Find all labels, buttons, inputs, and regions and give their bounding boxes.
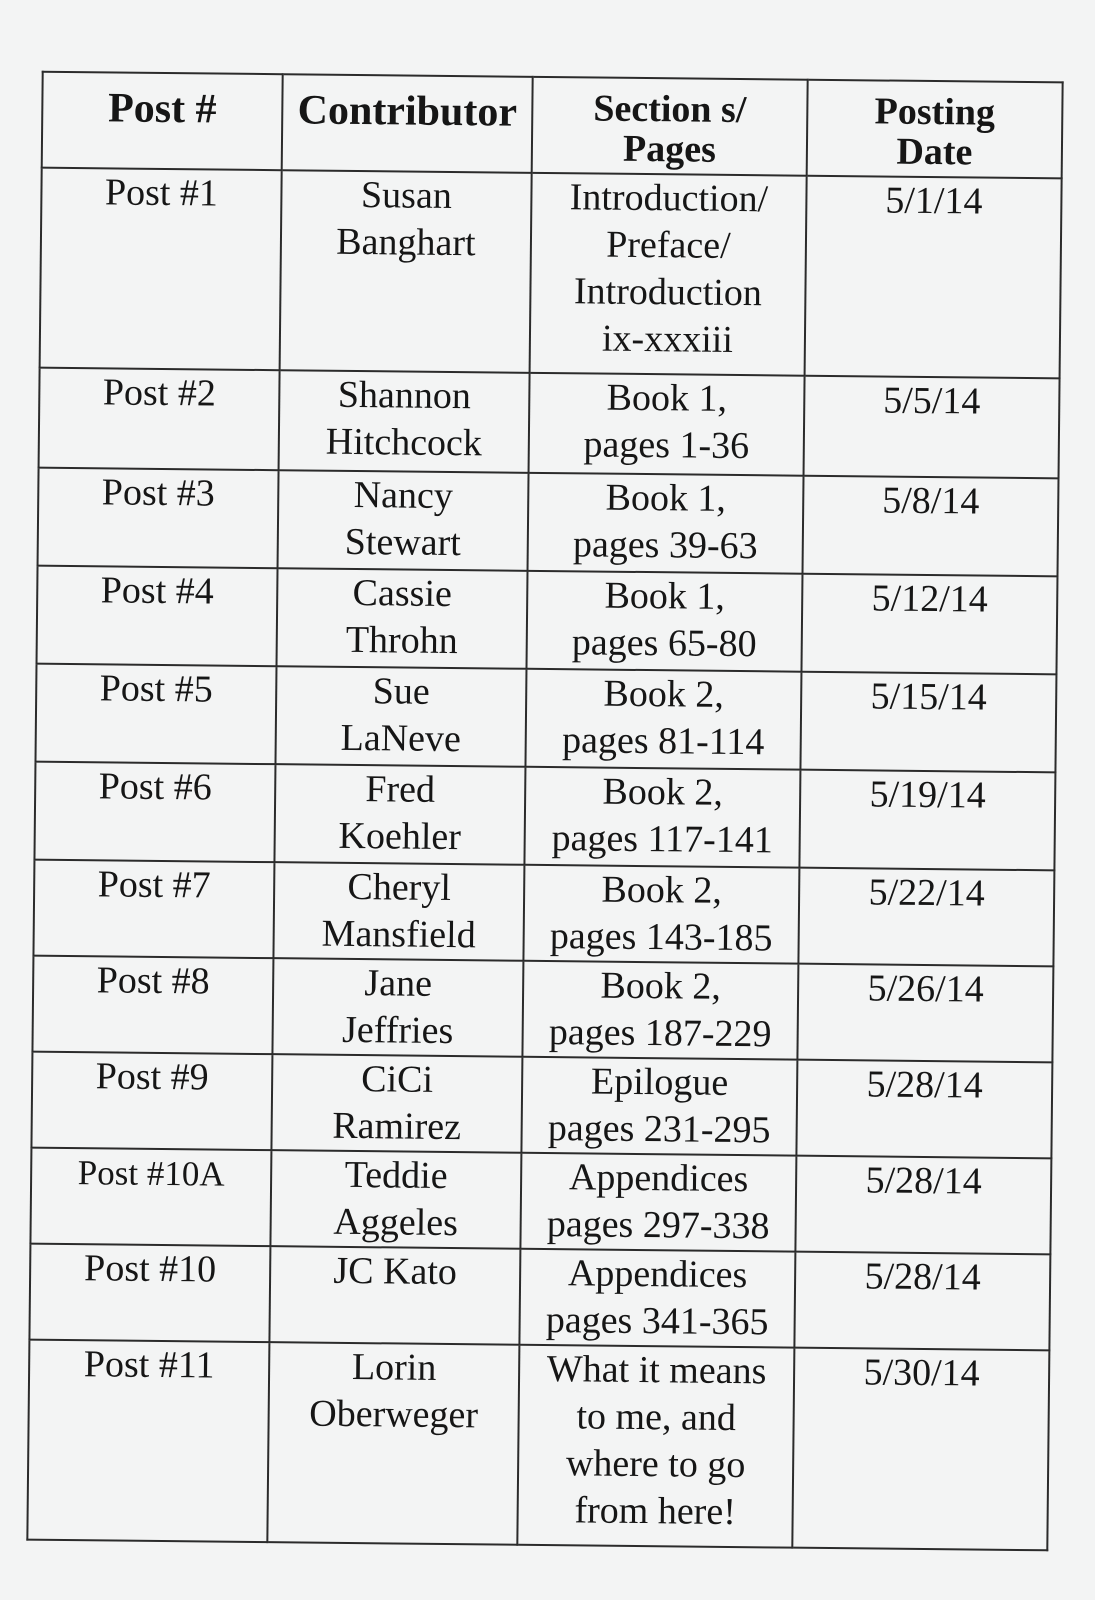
post-cell: Post #4 <box>37 566 278 667</box>
post-cell: Post #5 <box>35 664 276 765</box>
post-cell: Post #2 <box>39 368 280 471</box>
section-cell: Appendices pages 341-365 <box>519 1249 795 1348</box>
date-cell: 5/30/14 <box>792 1348 1049 1551</box>
contributor-cell: Fred Koehler <box>274 764 525 865</box>
post-cell: Post #10A <box>30 1148 271 1247</box>
table-row <box>31 1052 1052 1159</box>
post-cell: Post #10 <box>29 1244 270 1343</box>
section-cell: Book 2, pages 187-229 <box>522 961 798 1060</box>
header-section: Section s/ Pages <box>532 77 808 176</box>
date-cell: 5/26/14 <box>797 964 1053 1063</box>
section-cell: Epilogue pages 231-295 <box>521 1057 797 1156</box>
post-cell: Post #1 <box>40 168 282 371</box>
table-row <box>33 860 1054 967</box>
section-cell: Introduction/ Preface/ Introduction ix-xxxiii <box>530 173 807 376</box>
section-cell: Appendices pages 297-338 <box>520 1153 796 1252</box>
date-cell: 5/5/14 <box>804 376 1060 479</box>
section-cell: What it means to me, and where to go from here! <box>517 1345 794 1548</box>
contributor-cell: Susan Banghart <box>280 170 532 373</box>
table-row <box>29 1244 1050 1351</box>
header-date: Posting Date <box>807 80 1063 179</box>
table-row <box>35 664 1056 773</box>
table-row <box>30 1148 1051 1255</box>
contributor-cell: Cassie Throhn <box>277 568 528 669</box>
table-row <box>38 468 1059 577</box>
header-contributor: Contributor <box>282 74 533 173</box>
contributor-cell: Lorin Oberweger <box>267 1342 519 1545</box>
post-cell: Post #8 <box>32 956 273 1055</box>
post-cell: Post #11 <box>27 1340 269 1543</box>
table-row <box>32 956 1053 1063</box>
contributor-cell: JC Kato <box>269 1246 520 1345</box>
contributor-cell: CiCi Ramirez <box>271 1054 522 1153</box>
date-cell: 5/15/14 <box>800 672 1056 773</box>
date-cell: 5/22/14 <box>798 868 1054 967</box>
contributor-cell: Nancy Stewart <box>278 470 529 571</box>
section-cell: Book 1, pages 39-63 <box>528 473 804 574</box>
header-post: Post # <box>42 72 283 171</box>
table-row <box>34 762 1055 871</box>
header-row <box>42 72 1063 179</box>
table-row <box>27 1340 1049 1551</box>
table-row <box>37 566 1058 675</box>
posting-schedule-table <box>26 71 1063 1552</box>
contributor-cell: Cheryl Mansfield <box>273 862 524 961</box>
post-cell: Post #3 <box>38 468 279 569</box>
contributor-cell: Teddie Aggeles <box>270 1150 521 1249</box>
date-cell: 5/19/14 <box>799 770 1055 871</box>
date-cell: 5/8/14 <box>802 476 1058 577</box>
section-cell: Book 2, pages 117-141 <box>524 767 800 868</box>
date-cell: 5/28/14 <box>795 1156 1051 1255</box>
date-cell: 5/28/14 <box>794 1252 1050 1351</box>
date-cell: 5/12/14 <box>801 574 1057 675</box>
section-cell: Book 1, pages 1-36 <box>529 373 805 476</box>
date-cell: 5/1/14 <box>805 176 1062 379</box>
table-row <box>40 168 1062 379</box>
contributor-cell: Sue LaNeve <box>275 666 526 767</box>
contributor-cell: Shannon Hitchcock <box>279 370 530 473</box>
section-cell: Book 2, pages 81-114 <box>525 669 801 770</box>
post-cell: Post #7 <box>33 860 274 959</box>
date-cell: 5/28/14 <box>796 1060 1052 1159</box>
post-cell: Post #6 <box>34 762 275 863</box>
section-cell: Book 2, pages 143-185 <box>523 865 799 964</box>
contributor-cell: Jane Jeffries <box>272 958 523 1057</box>
table-row <box>39 368 1060 479</box>
section-cell: Book 1, pages 65-80 <box>526 571 802 672</box>
post-cell: Post #9 <box>31 1052 272 1151</box>
